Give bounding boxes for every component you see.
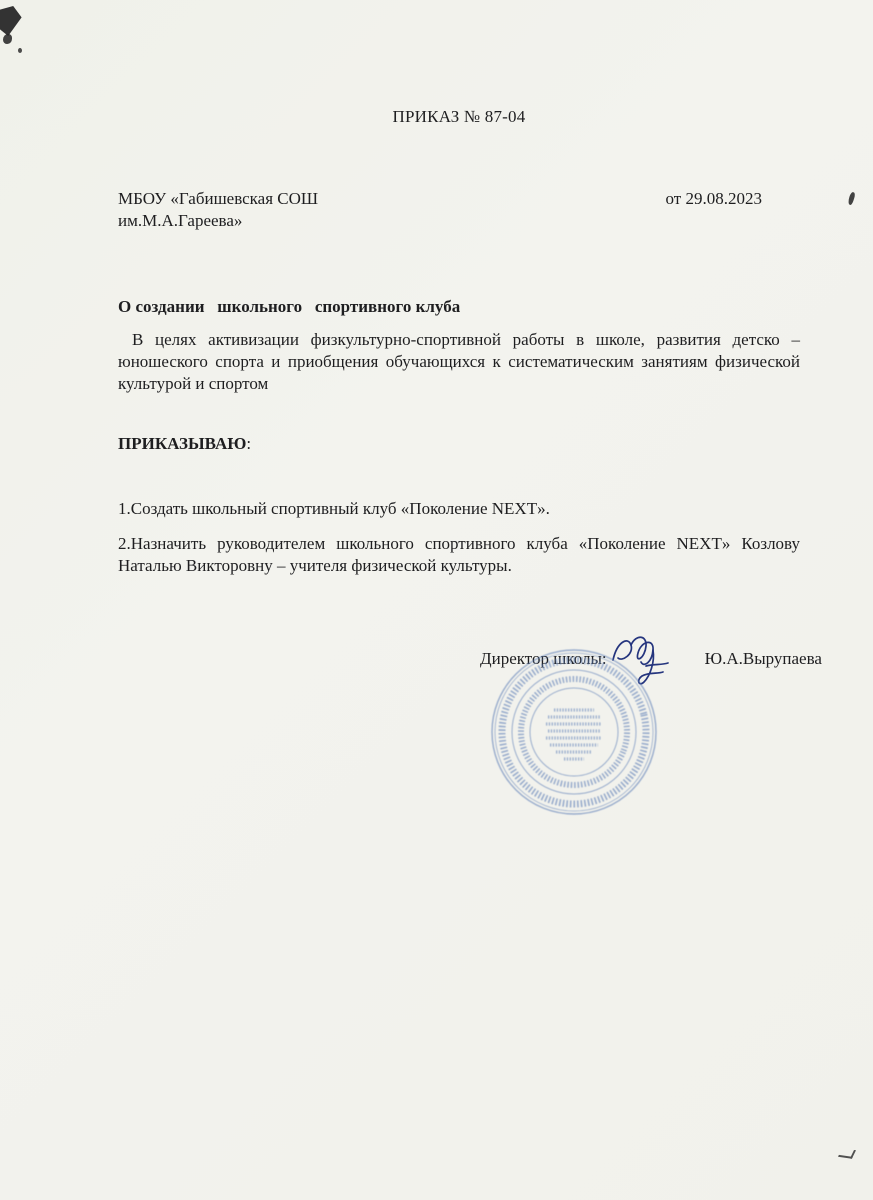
scan-artifact-corner-2 [3, 34, 12, 44]
order-word-colon: : [246, 434, 252, 453]
organization-name-line2: им.М.А.Гареева» [118, 211, 243, 230]
order-item-1: 1.Создать школьный спортивный клуб «Поколение NEXT». [118, 499, 550, 518]
intro-paragraph: В целях активизации физкультурно-спортивной работы в школе, развития детско – юношеского спорта и приобщения обучающихся к систематическим занятиям физической культурой и спортом [118, 330, 800, 393]
document-content [0, 106, 873, 674]
order-word-line [118, 433, 800, 455]
scan-artifact-bottom-right [838, 1148, 856, 1158]
document-date: от 29.08.2023 [665, 189, 762, 208]
scan-artifact-corner [0, 6, 24, 36]
round-stamp [488, 646, 660, 818]
document-subject: О создании школьного спортивного клуба [118, 297, 461, 316]
order-word: ПРИКАЗЫВАЮ [118, 434, 247, 453]
header-row [118, 188, 800, 232]
organization-name-line1: МБОУ «Габишевская СОШ [118, 189, 319, 208]
organization-name [118, 188, 318, 232]
order-item-2: 2.Назначить руководителем школьного спортивного клуба «Поколение NEXT» Козлову Наталью Викторовну – учителя физической культуры. [118, 534, 800, 575]
signature-label: Директор школы: [480, 649, 607, 668]
signature-name: Ю.А.Вырупаева [704, 649, 822, 668]
document-title: ПРИКАЗ № 87-04 [392, 107, 526, 126]
scan-artifact-speck [18, 48, 22, 53]
